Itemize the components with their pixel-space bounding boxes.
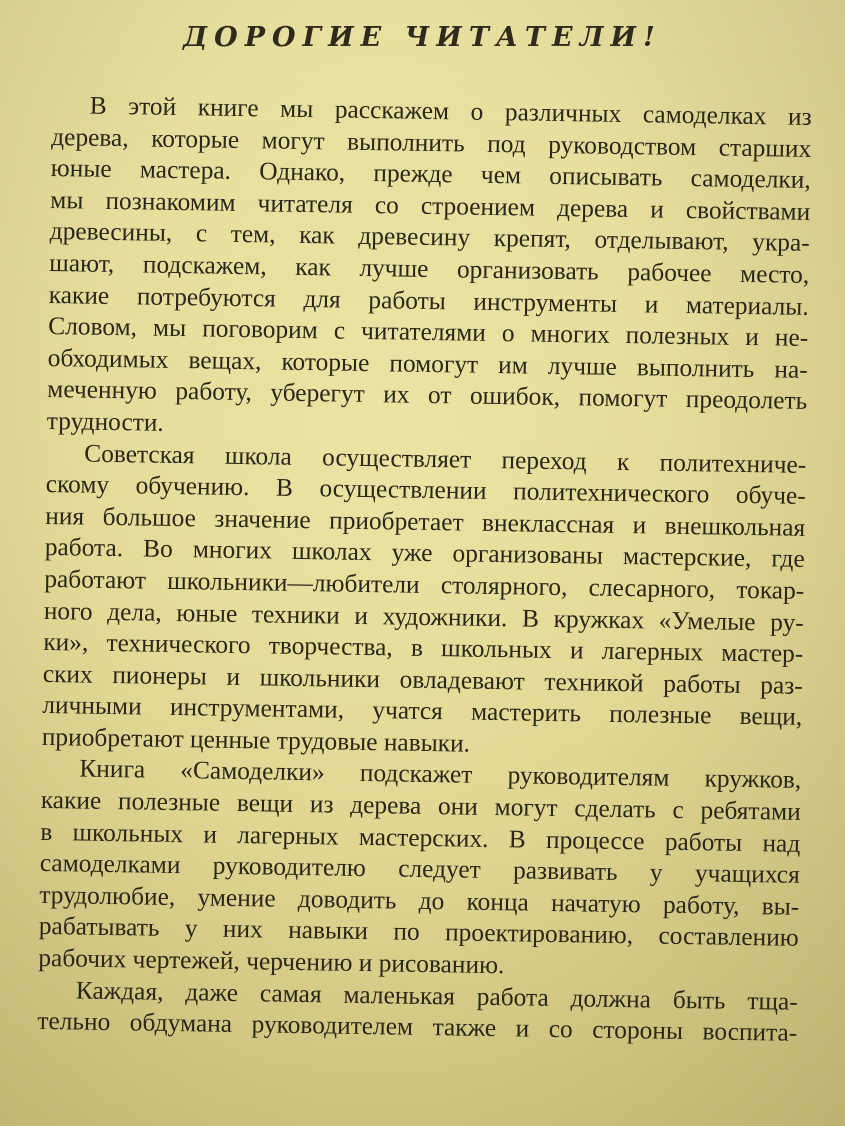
text-line: юные мастера. Однако, прежде чем описывать самоделки, [50,154,811,195]
text-line: Словом, мы поговорим с читателями о многих полезных и не- [48,312,809,353]
text-line: обходимых вещах, которые помогут им лучше выполнить на- [47,343,808,384]
text-line: Книга «Самоделки» подскажет руководителям кружков, [79,754,802,795]
text-line: рабочих чертежей, черчению и рисованию. [38,943,505,980]
text-line: дерева, которые могут выполнить под руководством старших [51,122,812,163]
text-line: в школьных и лагерных мастерских. В процессе работы над [40,817,801,858]
paragraph-1 [47,90,812,449]
text-line: Каждая, даже самая маленькая работа должна быть тща- [75,976,798,1016]
text-line: ния большое значение приобретает внеклассная и внешкольная [45,501,806,542]
text-line: древесины, с тем, как древесину крепят, отделывают, укра- [49,217,810,258]
text-line: работают школьники—любители столярного, слесарного, токар- [44,564,805,605]
text-line: Советская школа осуществляет переход к политехниче- [84,439,807,479]
text-line: какие полезные вещи из дерева они могут сделать с ребятами [40,785,801,826]
text-line: работа. Во многих школах уже организованы мастерские, где [44,533,805,574]
text-line: тельно обдумана руководителем также и со стороны воспита- [37,1007,798,1048]
text-line: меченную работу, уберегут их от ошибок, помогут преодолеть [47,375,808,416]
text-line: ного дела, юные техники и художники. В кружках «Умелые ру- [43,596,804,637]
text-line: какие потребуются для работы инструменты и материалы. [48,280,809,321]
page-heading: ДОРОГИЕ ЧИТАТЕЛИ! [183,22,662,53]
paragraph-3 [38,753,801,986]
text-line: скому обучению. В осуществлении политехнического обуче- [45,470,806,511]
paragraph-4 [37,975,798,1050]
text-line: В этой книге мы расскажем о различных самоделках из [89,91,812,131]
text-line: трудности. [46,406,165,437]
text-line: рабатывать у них навыки по проектированию, составлению [38,912,799,953]
paragraph-2 [42,437,807,765]
text-line: ки», технического творчества, в школьных и лагерных мастер- [43,628,804,668]
text-line: личными инструментами, учатся мастерить полезные вещи, [42,691,803,732]
text-line: приобретают ценные трудовые навыки. [41,722,471,758]
text-line: шают, подскажем, как лучше организовать рабочее место, [49,248,810,289]
text-line: трудолюбие, умение доводить до конца начатую работу, вы- [39,880,800,921]
text-line: самоделками руководителю следует развивать у учащихся [39,849,800,890]
text-line: ских пионеры и школьники овладевают техникой работы раз- [42,659,803,700]
text-line: мы познакомим читателя со строением дерева и свойствами [50,185,811,226]
body-text [37,90,812,1050]
